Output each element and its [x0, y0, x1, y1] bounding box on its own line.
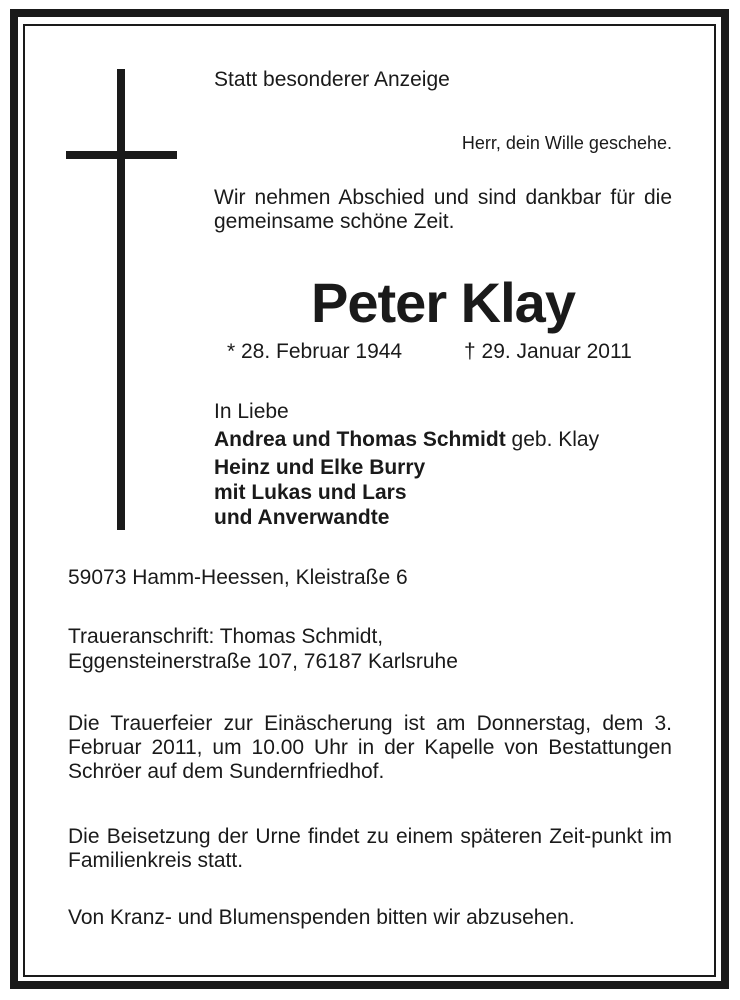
motto: Herr, dein Wille geschehe. [461, 133, 672, 153]
in-love-label: In Liebe [214, 400, 289, 423]
family-line-4: und Anverwandte [214, 506, 390, 529]
family-line-2: Heinz und Elke Burry [214, 456, 426, 479]
family-line-1-suffix: geb. Klay [505, 428, 600, 451]
family-line-3: mit Lukas und Lars [214, 481, 407, 504]
ceremony-text: Die Trauerfeier zur Einäscherung ist am Donnerstag, dem 3. Februar 2011, um 10.00 Uhr in der Kapelle von Bestattungen Schröer auf dem Sundernfriedhof. [68, 712, 672, 783]
mourning-address-line-2: Eggensteinerstraße 107, 76187 Karlsruhe [68, 650, 458, 673]
farewell-text: Wir nehmen Abschied und sind dankbar für die gemeinsame schöne Zeit. [214, 186, 672, 233]
mourning-address-line-1: Traueranschrift: Thomas Schmidt, [68, 625, 384, 648]
home-address: 59073 Hamm-Heessen, Kleistraße 6 [68, 566, 408, 589]
death-date: † 29. Januar 2011 [464, 340, 632, 363]
flowers-note: Von Kranz- und Blumenspenden bitten wir abzusehen. [68, 906, 575, 929]
notice-heading: Statt besonderer Anzeige [214, 68, 450, 91]
urn-burial-text: Die Beisetzung der Urne findet zu einem späteren Zeit-punkt im Familienkreis statt. [68, 825, 672, 872]
family-line-1 [214, 428, 599, 452]
birth-date: * 28. Februar 1944 [227, 340, 403, 363]
cross-horizontal-bar [66, 151, 177, 159]
family-line-1-name: Andrea und Thomas Schmidt [214, 428, 506, 451]
deceased-name: Peter Klay [311, 271, 575, 334]
